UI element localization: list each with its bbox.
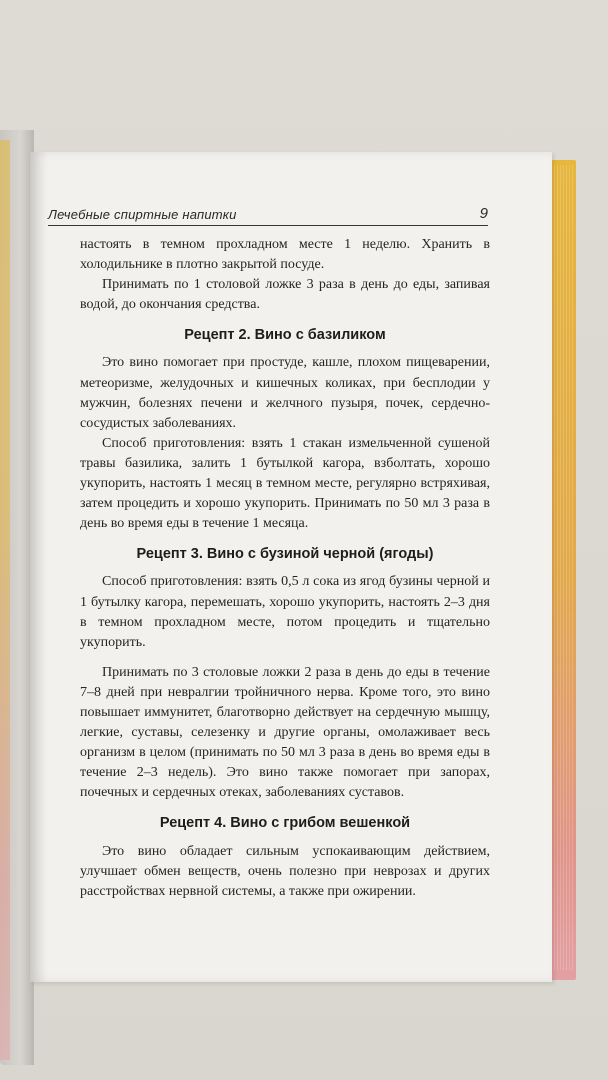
page-number: 9 — [479, 205, 488, 222]
paragraph: настоять в темном прохладном месте 1 неделю. Хранить в холодильнике в плотно закрытой посуде. — [80, 237, 490, 273]
book-spine-accent — [0, 140, 10, 1060]
text-column — [80, 235, 490, 902]
recipe-heading: Рецепт 4. Вино с грибом вешенкой — [159, 815, 411, 832]
paragraph: Принимать по 3 столовые ложки 2 раза в день до еды в течение 7–8 дней при невралгии тройничного нерва. Кроме того, это вино повышает иммунитет, благотворно действует на сердечную мышцу, легкие, суставы, селезенку и другие органы, омолаживает весь организм в целом (принимать по 50 мл 3 раза в день во время еды в течение 2–3 недель). Это вино также помогает при запорах, почечных и сердечных отеках, заболеваниях суставов. — [80, 664, 490, 801]
paragraph: Это вино обладает сильным успокаивающим действием, улучшает обмен веществ, очень полезно при неврозах и других расстройствах нервной системы, а также при ожирении. — [80, 843, 490, 899]
paragraph: Способ приготовления: взять 0,5 л сока из ягод бузины черной и 1 бутылку кагора, перемешать, хорошо укупорить, настоять 2–3 дня в темном прохладном месте, потом процедить и тщательно укупорить. — [80, 574, 490, 650]
recipe-heading: Рецепт 2. Вино с базиликом — [184, 327, 386, 344]
paragraph: Способ приготовления: взять 1 стакан измельченной сушеной травы базилика, залить 1 бутылкой кагора, взболтать, хорошо укупорить, настоять 1 месяц в темном месте, регулярно встряхивая, затем процедить и хорошо укупорить. Принимать по 50 мл 3 раза в день во время еды в течение 1 месяца. — [80, 435, 490, 532]
paragraph-gap — [80, 653, 490, 663]
running-title: Лечебные спиртные напитки — [48, 207, 237, 222]
paragraph: Это вино помогает при простуде, кашле, плохом пищеварении, метеоризме, желудочных и кишечных коликах, при бесплодии у мужчин, болезнях печени и желчного пузыря, почек, сердечно-сосудистых заболеваниях. — [80, 355, 490, 431]
running-header — [48, 205, 488, 226]
page-gutter-shadow — [30, 152, 48, 982]
paragraph: Принимать по 1 столовой ложке 3 раза в день до еды, запивая водой, до окончания средства. — [80, 277, 490, 313]
recipe-heading: Рецепт 3. Вино с бузиной черной (ягоды) — [136, 546, 434, 563]
